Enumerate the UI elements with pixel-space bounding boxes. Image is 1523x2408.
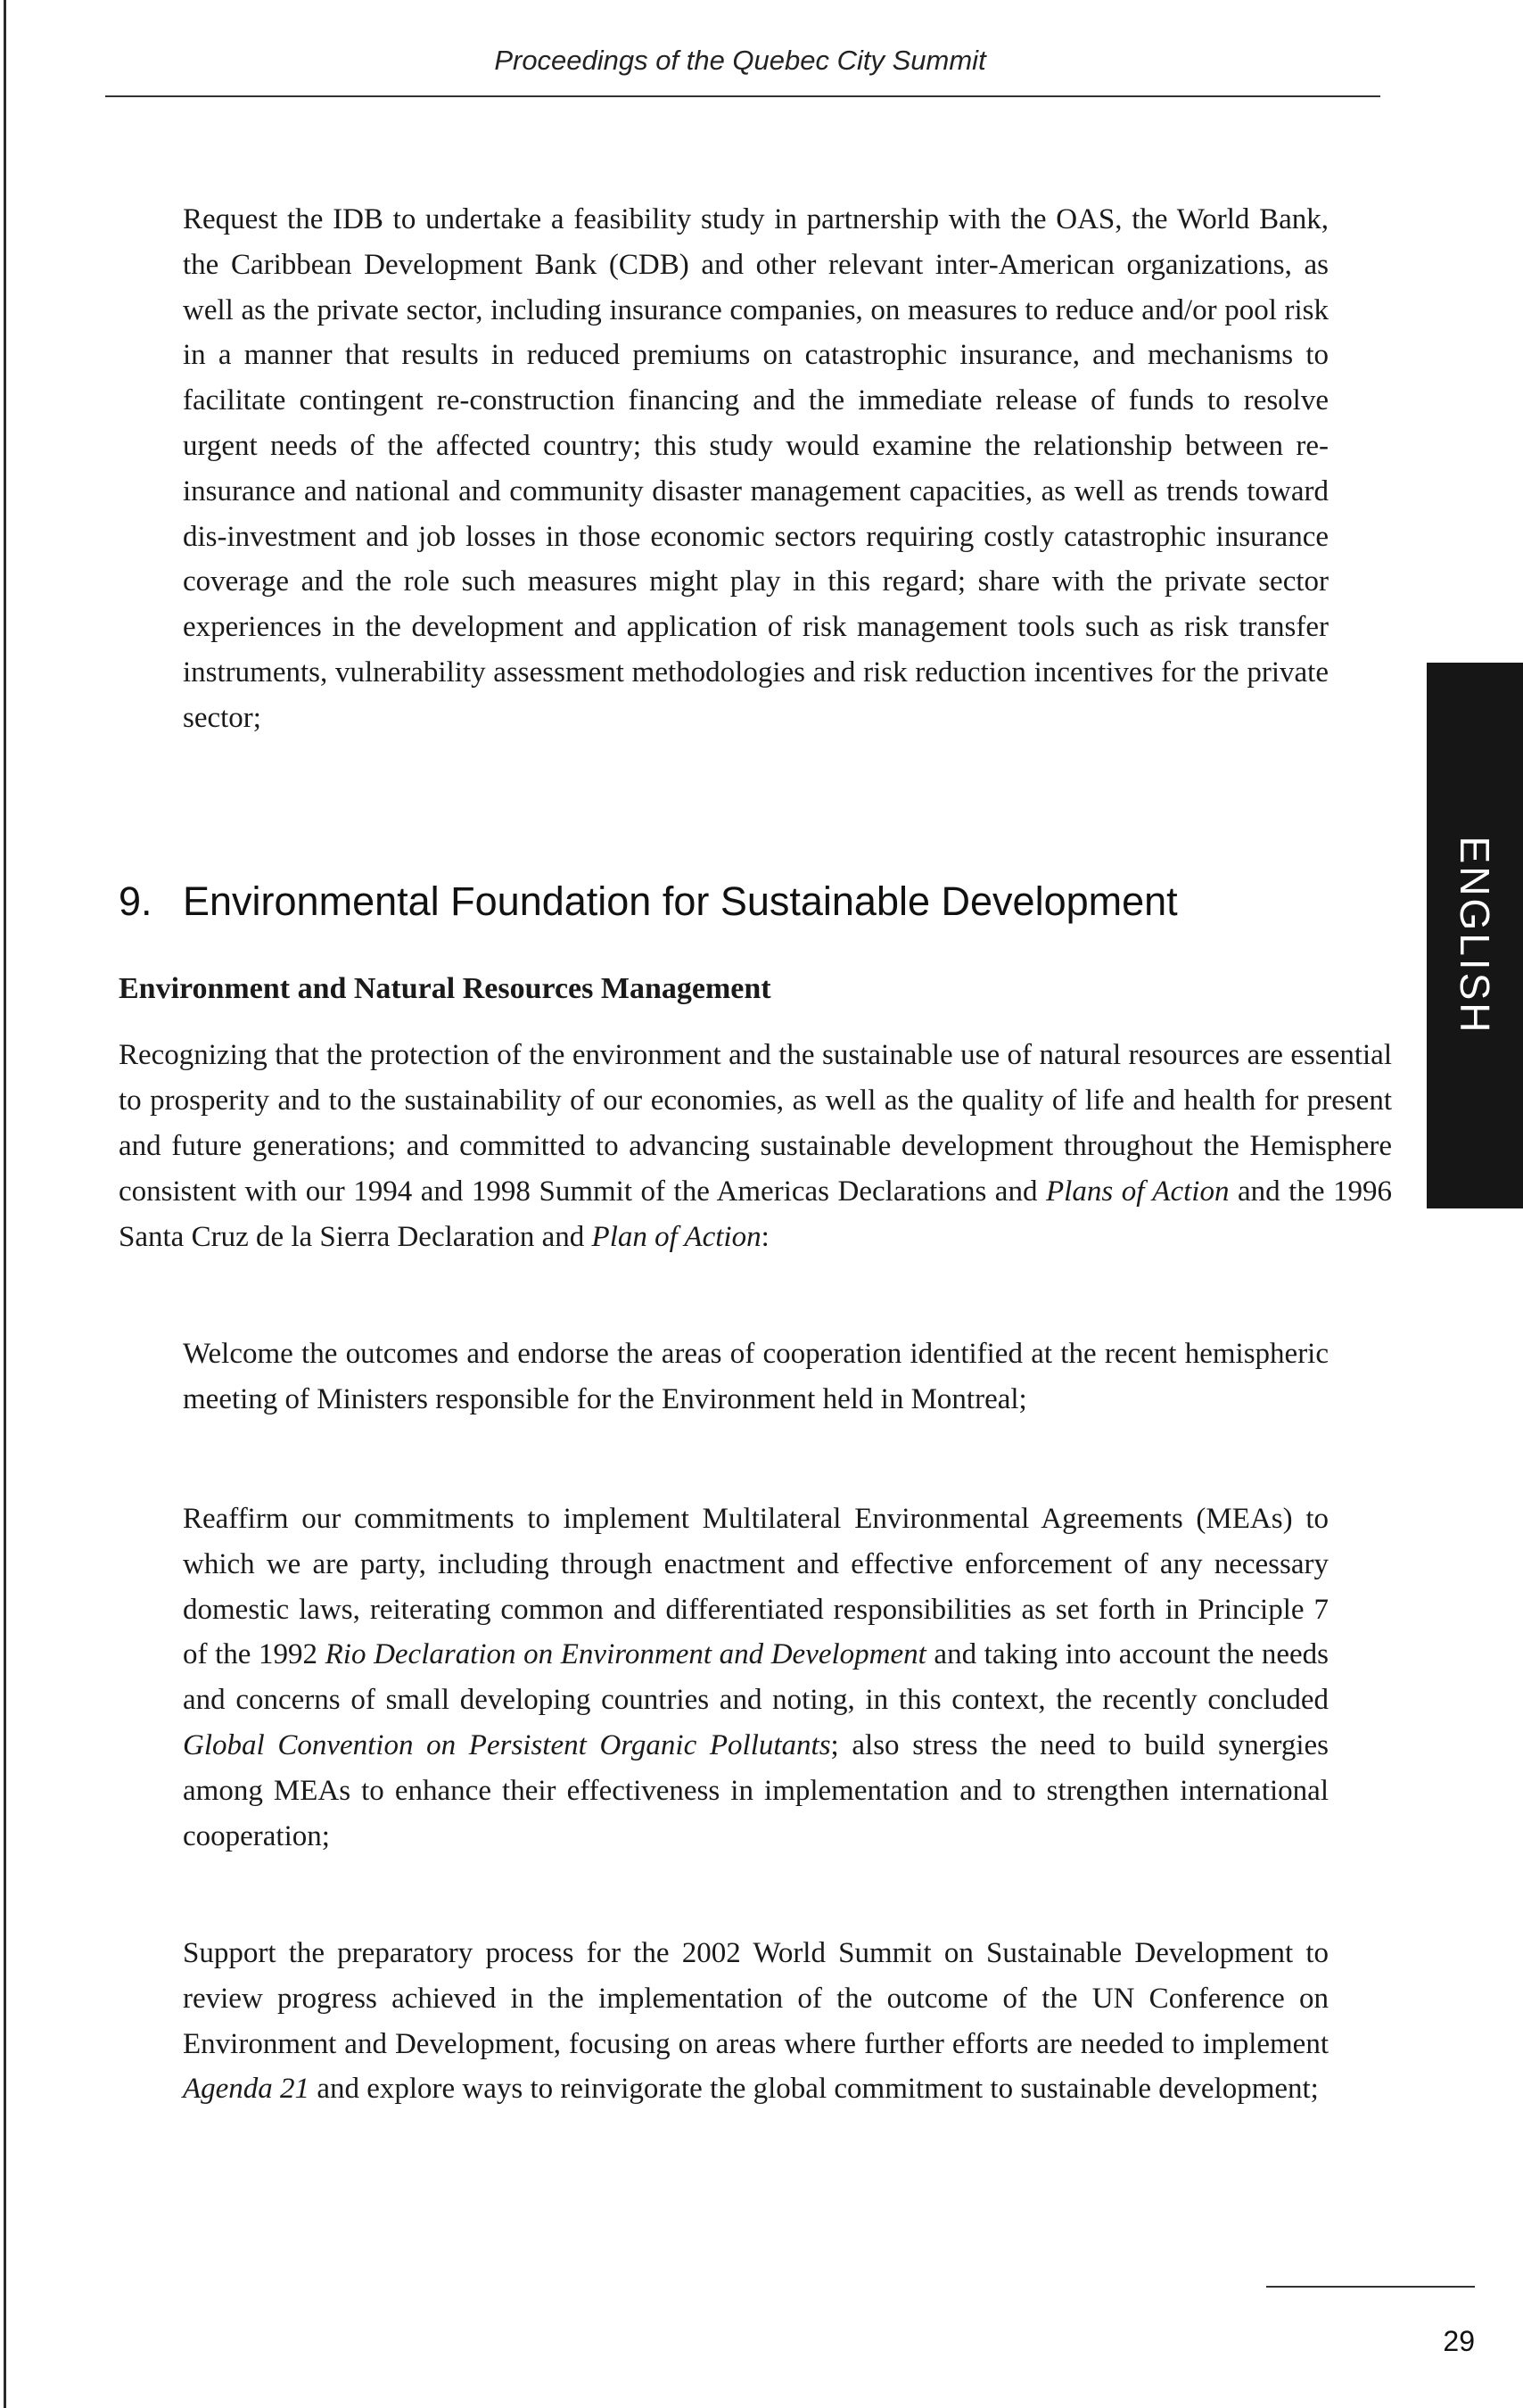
preamble-text-2: and the 1996 Santa Cruz de la Sierra Declaration and [119, 1175, 1393, 1253]
support-text-1: Support the preparatory process for the 2002 World Summit on Sustainable Development to review progress achieved in the implementation of the outcome of the UN Conference on Environment and Development, focusing on areas where further efforts are needed to implement [183, 1937, 1329, 2060]
reaffirm-text-3: ; also stress the need to build synergies among MEAs to enhance their effectiveness in implementation and to strengthen international cooperation; [183, 1728, 1329, 1852]
reaffirm-item [183, 1497, 1329, 1859]
running-head: Proceedings of the Quebec City Summit [494, 45, 986, 76]
support-item [183, 1931, 1329, 2112]
section-title: Environmental Foundation for Sustainable Development [183, 878, 1178, 924]
section-heading [119, 878, 1178, 925]
page-number: 29 [1443, 2325, 1475, 2357]
support-italic-1: Agenda 21 [183, 2073, 310, 2106]
header-rule [105, 95, 1380, 97]
footer-rule [1266, 2286, 1475, 2288]
reaffirm-italic-2: Global Convention on Persistent Organic Pollutants [183, 1728, 831, 1761]
subsection-heading: Environment and Natural Resources Management [119, 972, 771, 1005]
support-text-2: and explore ways to reinvigorate the global commitment to sustainable development; [309, 2073, 1319, 2106]
intro-paragraph: Request the IDB to undertake a feasibility study in partnership with the OAS, the World Bank, the Caribbean Development Bank (CDB) and other relevant inter-American organizations, as well as the private sector, including insurance companies, on measures to reduce and/or pool risk in a manner that results in reduced premiums on catastrophic insurance, and mechanisms to facilitate contingent re-construction financing and the immediate release of funds to resolve urgent needs of the affected country; this study would examine the relationship between re-insurance and national and community disaster management capacities, as well as trends toward dis-investment and job losses in those economic sectors requiring costly catastrophic insurance coverage and the role such measures might play in this regard; share with the private sector experiences in the development and application of risk management tools such as risk transfer instruments, vulnerability assessment methodologies and risk reduction incentives for the private sector; [183, 203, 1329, 734]
preamble-italic-2: Plan of Action [591, 1221, 762, 1253]
side-tab-label: ENGLISH [1452, 836, 1498, 1035]
language-side-tab [1427, 663, 1523, 1208]
welcome-item: Welcome the outcomes and endorse the areas of cooperation identified at the recent hemispheric meeting of Ministers responsible for the Environment held in Montreal; [183, 1338, 1329, 1415]
reaffirm-text-1: Reaffirm our commitments to implement Multilateral Environmental Agreements (MEAs) to which we are party, including through enactment and effective enforcement of any necessary domestic laws, reiterating common and differentiated responsibilities as set forth in Principle 7 of the 1992 [183, 1503, 1329, 1671]
preamble-text-3: : [761, 1221, 770, 1253]
section-number: 9. [119, 878, 152, 924]
left-margin-rule [4, 0, 6, 2408]
preamble-italic-1: Plans of Action [1046, 1175, 1230, 1208]
preamble-text-1: Recognizing that the protection of the environment and the sustainable use of natural resources are essential to prosperity and to the sustainability of our economies, as well as the quality of life and health for present and future generations; and committed to advancing sustainable development throughout the Hemisphere consistent with our 1994 and 1998 Summit of the Americas Declarations and [119, 1039, 1392, 1208]
reaffirm-text-2: and taking into account the needs and concerns of small developing countries and noting, in this context, the recently concluded [183, 1638, 1329, 1717]
reaffirm-italic-1: Rio Declaration on Environment and Development [325, 1638, 926, 1671]
preamble-paragraph [119, 1033, 1392, 1260]
